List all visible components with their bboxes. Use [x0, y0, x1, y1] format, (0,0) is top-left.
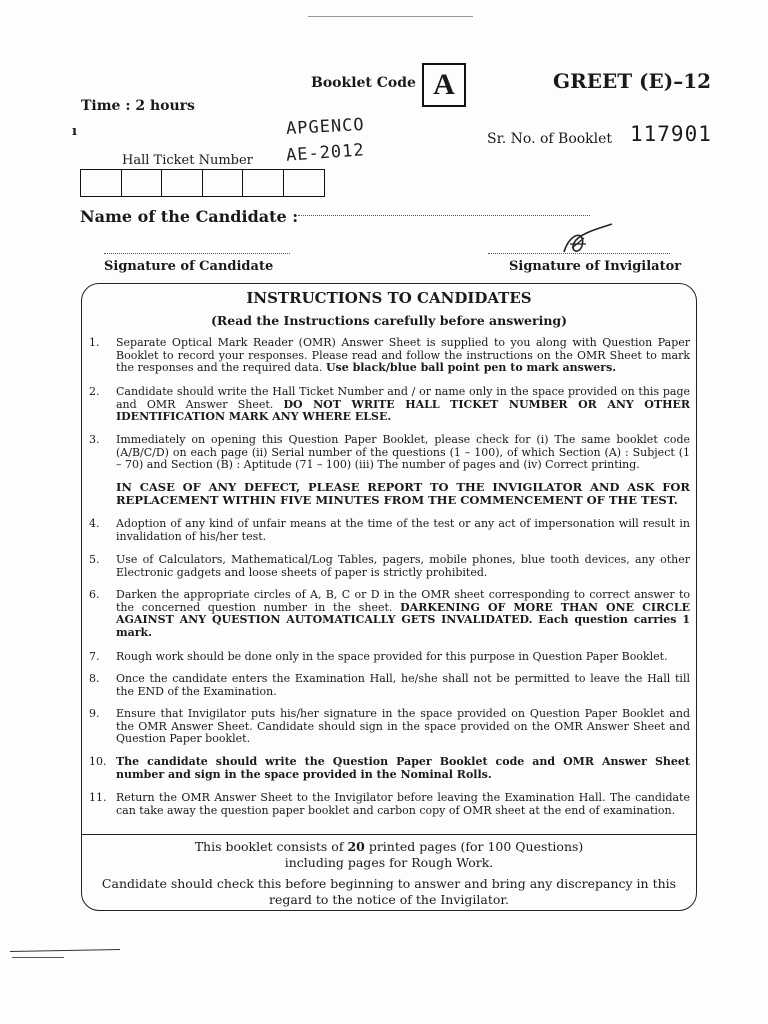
booklet-page-count-note: This booklet consists of 20 printed pages (for 100 Questions) including pages for Rough Work. — [194, 839, 584, 870]
instruction-number: 7. — [89, 650, 100, 663]
instructions-title: INSTRUCTIONS TO CANDIDATES — [246, 289, 532, 307]
sr-no-value: 117901 — [630, 122, 712, 146]
instruction-item: Darken the appropriate circles of A, B, C or D in the OMR sheet corresponding to correct answer to the concerned question number in the sheet. DARKENING OF MORE THAN ONE CIRCLE AGAINST ANY QUESTION AUTOMATICALLY GETS INVALIDATED. Each question carries 1 mark. — [116, 588, 690, 639]
instruction-item: Use of Calculators, Mathematical/Log Tables, pagers, mobile phones, blue tooth devices, any other Electronic gadgets and loose sheets of paper is strictly prohibited. — [116, 553, 690, 579]
instruction-number: 1. — [89, 336, 100, 349]
hall-ticket-digit-box[interactable] — [284, 170, 325, 196]
instructions-subtitle: (Read the Instructions carefully before answering) — [210, 313, 568, 328]
candidate-name-label: Name of the Candidate : — [80, 207, 299, 226]
bottom-scribble-line-2 — [12, 957, 64, 958]
instruction-number: 10. — [89, 755, 107, 768]
candidate-signature-label: Signature of Candidate — [104, 259, 274, 274]
time-allowed: Time : 2 hours — [81, 98, 195, 114]
instruction-number: 3. — [89, 433, 100, 446]
bottom-scribble-line — [10, 949, 120, 952]
instruction-number: 2. — [89, 385, 100, 398]
hall-ticket-digit-box[interactable] — [81, 170, 122, 196]
hall-ticket-digit-box[interactable] — [203, 170, 244, 196]
booklet-code-box: A — [422, 63, 466, 107]
sr-no-label: Sr. No. of Booklet — [487, 131, 613, 147]
instruction-item: Separate Optical Mark Reader (OMR) Answer Sheet is supplied to you along with Question Paper Booklet to record your responses. Please read and follow the instructions on the OMR Sheet to mark the responses and the required data. Use black/blue ball point pen to mark answers. — [116, 336, 690, 374]
instruction-number: 9. — [89, 707, 100, 720]
invigilator-signature-label: Signature of Invigilator — [509, 259, 682, 274]
hall-ticket-number-field[interactable] — [80, 169, 325, 197]
top-rule — [308, 16, 473, 17]
instruction-number: 8. — [89, 672, 100, 685]
instruction-number: 11. — [89, 791, 107, 804]
instruction-item: Candidate should write the Hall Ticket Number and / or name only in the space provided on this page and OMR Answer Sheet. DO NOT WRITE HALL TICKET NUMBER OR ANY OTHER IDENTIFICATION MARK ANY WHERE ELSE. — [116, 385, 690, 423]
booklet-code-label: Booklet Code — [311, 75, 416, 91]
instruction-item: Adoption of any kind of unfair means at the time of the test or any act of impersonation will result in invalidation of his/her test. — [116, 517, 690, 543]
instruction-item: The candidate should write the Question Paper Booklet code and OMR Answer Sheet number and sign in the space provided in the Nominal Rolls. — [116, 755, 690, 781]
discrepancy-note: Candidate should check this before beginning to answer and bring any discrepancy in this regard to the notice of the Invigilator. — [101, 876, 677, 907]
hall-ticket-digit-box[interactable] — [243, 170, 284, 196]
candidate-name-field[interactable] — [298, 215, 590, 216]
instruction-item: Ensure that Invigilator puts his/her signature in the space provided on Question Paper Booklet and the OMR Answer Sheet. Candidate should sign in the space provided on the OMR Answer Sheet and Question Paper booklet. — [116, 707, 690, 745]
handwritten-note-2: AE-2012 — [285, 140, 366, 166]
instruction-item: Return the OMR Answer Sheet to the Invigilator before leaving the Examination Hall. The candidate can take away the question paper booklet and carbon copy of OMR sheet at the end of examination. — [116, 791, 690, 817]
exam-code: GREET (E)–12 — [553, 69, 712, 93]
instruction-item: Immediately on opening this Question Paper Booklet, please check for (i) The same booklet code (A/B/C/D) on each page (ii) Serial number of the questions (1 – 100), of which Section (A) : Subject (1 – 70) and Section (B) : Aptitude (71 – 100) (iii) The number of pages and (iv) Correct printing. — [116, 433, 690, 471]
handwritten-note-1: APGENCO — [285, 114, 366, 140]
hall-ticket-digit-box[interactable] — [162, 170, 203, 196]
instructions-divider — [81, 834, 697, 835]
stray-mark: ı — [72, 124, 77, 139]
instruction-item: Rough work should be done only in the space provided for this purpose in Question Paper Booklet. — [116, 650, 668, 663]
instruction-number: 6. — [89, 588, 100, 601]
hall-ticket-digit-box[interactable] — [122, 170, 163, 196]
instruction-item: Once the candidate enters the Examination Hall, he/she shall not be permitted to leave the Hall till the END of the Examination. — [116, 672, 690, 698]
instruction-number: 4. — [89, 517, 100, 530]
invigilator-signature-scribble — [556, 222, 616, 262]
defect-notice: IN CASE OF ANY DEFECT, PLEASE REPORT TO THE INVIGILATOR AND ASK FOR REPLACEMENT WITHIN FIVE MINUTES FROM THE COMMENCEMENT OF THE TEST. — [116, 480, 690, 507]
hall-ticket-label: Hall Ticket Number — [122, 153, 253, 168]
candidate-signature-field[interactable] — [104, 253, 290, 254]
instruction-number: 5. — [89, 553, 100, 566]
